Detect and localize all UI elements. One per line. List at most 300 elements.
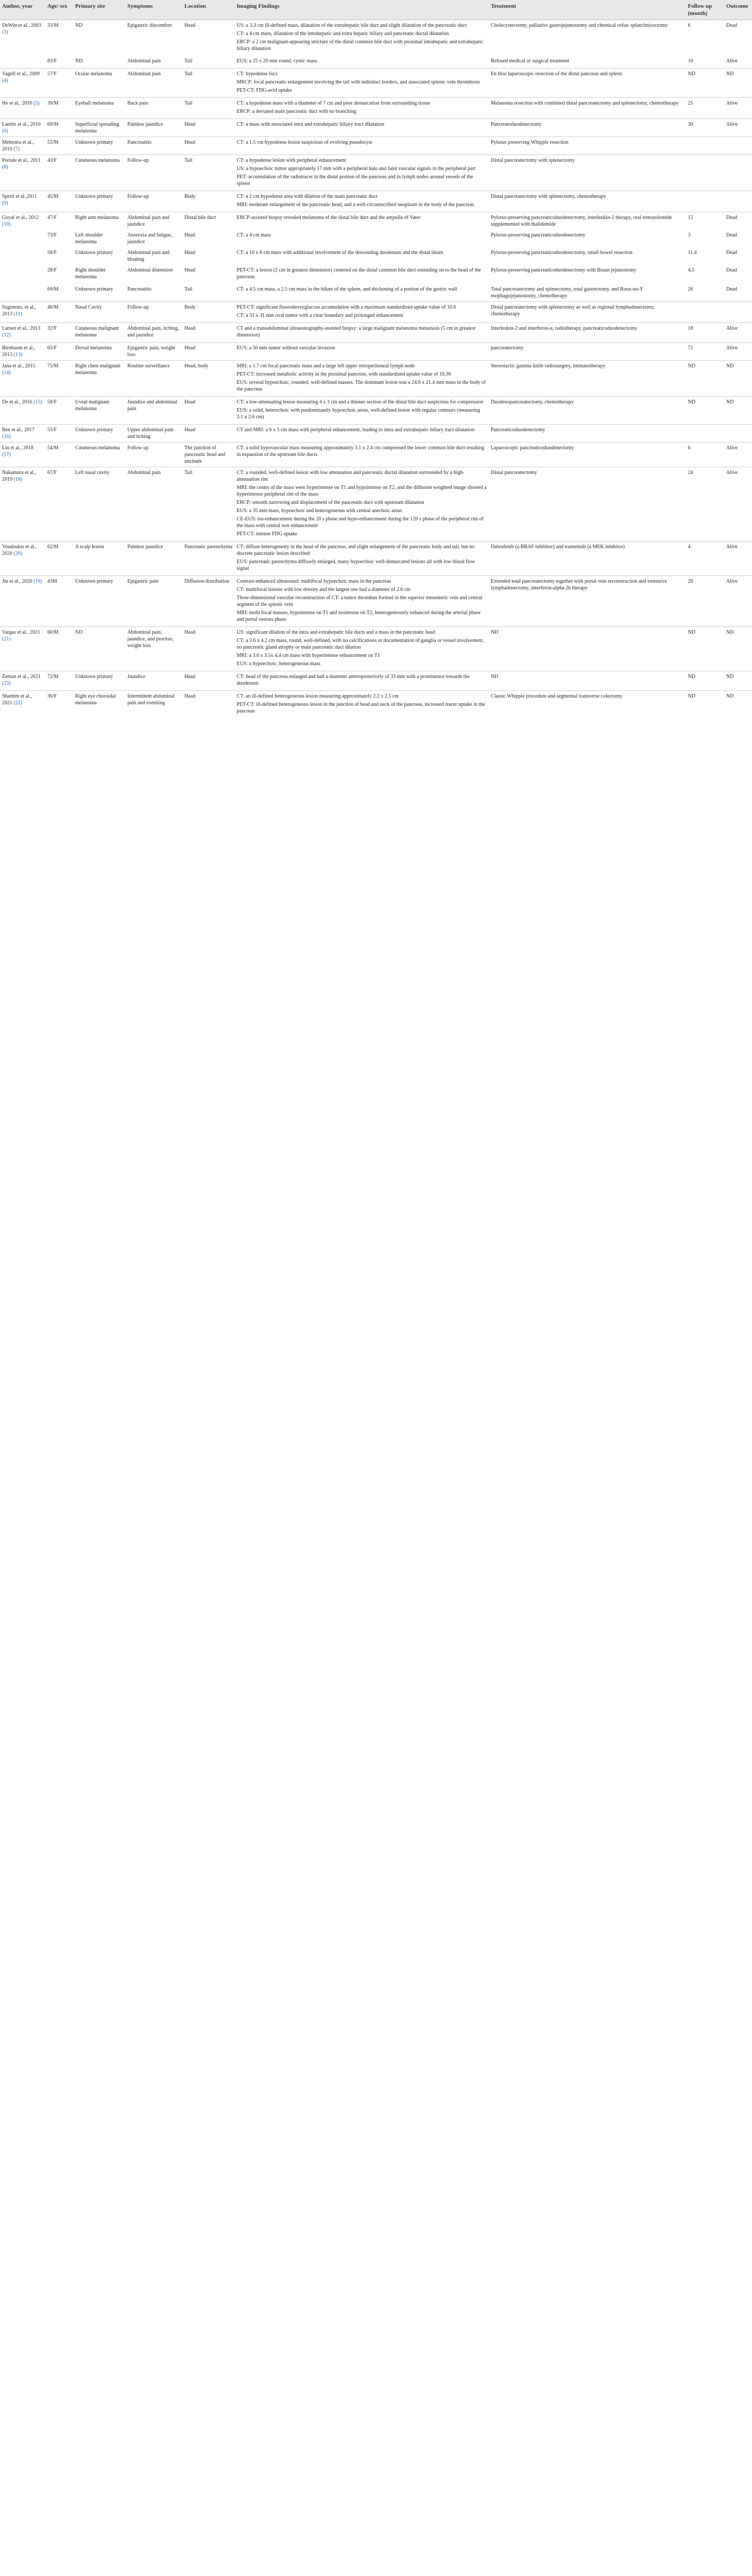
symptoms-cell: Jaundice and abdominal pain xyxy=(125,397,182,425)
age-sex-cell: 69/M xyxy=(47,286,59,292)
imaging-findings-cell xyxy=(235,20,489,56)
imaging-findings-cell xyxy=(235,98,489,119)
follow-up-cell: 10 xyxy=(688,58,693,64)
imaging-finding: CT: a 3.6 x 4.2 cm mass, round, well-defined, with no calcifications or documentation of ganglia or vessel involvement, no pancreatic gland atrophy or main pancreatic duct dilation xyxy=(236,638,484,650)
primary-site-cell: Right arm melanoma xyxy=(73,212,125,230)
primary-site-cell: Unknown primary xyxy=(73,425,125,443)
age-sex-cell: 57/F xyxy=(45,69,73,98)
outcome-cell: ND xyxy=(724,671,752,691)
author-cell xyxy=(0,691,45,719)
imaging-finding: CT: a 33 x 31 mm oval tumor with a clear boundary and prolonged enhancement xyxy=(236,313,403,318)
author-name: Vagefi et al., 2009 xyxy=(2,71,40,77)
primary-site-cell: Cutaneous malignant melanoma xyxy=(73,323,125,343)
primary-site-cell: ND xyxy=(73,20,125,56)
follow-up-cell xyxy=(686,191,724,212)
treatment-cell: Stereotactic gamma knife radiosurgery, immunotherapy xyxy=(489,361,686,397)
symptoms-cell: Intermittent abdominal pain and vomiting xyxy=(125,691,182,719)
imaging-finding: PET-CT: a lesion (2 cm in greatest dimension) centered on the distal common bile duct extending on to the head of the pancreas xyxy=(236,267,481,280)
imaging-finding: CT: head of the pancreas enlarged and had a diameter anteroposteriorly of 33 mm with a prominence towards the duodenum xyxy=(236,674,470,686)
treatment-cell: Refused medical or surgical treatment xyxy=(490,58,569,64)
imaging-finding: CT: a 10 x 8 cm mass with additional involvement of the descending duodenum and the distal ileum xyxy=(236,250,443,256)
outcome-cell: Alive xyxy=(724,467,752,541)
location-cell: The junction of pancreatic head and uncinate xyxy=(182,443,234,467)
table-row xyxy=(0,191,752,212)
author-name: Larsen et al., 2013 xyxy=(2,326,41,331)
imaging-finding: CT: a 2 cm hypodense area with dilation of the main pancreatic duct xyxy=(236,194,378,199)
imaging-finding: PET-CT: increased metabolic activity in the proximal pancreas, with standardized uptake value of 10.36 xyxy=(236,371,451,377)
symptoms-cell: Follow-up xyxy=(125,155,182,191)
imaging-findings-cell xyxy=(235,467,489,541)
follow-up-cell xyxy=(686,137,724,155)
table-row xyxy=(0,56,752,69)
header-cell: Age/ sex xyxy=(45,0,73,20)
imaging-finding: CT: hypodense foci. xyxy=(236,71,279,77)
reference-link[interactable]: (13) xyxy=(13,352,23,358)
imaging-findings-cell xyxy=(235,284,489,302)
symptoms-cell: Follow up xyxy=(125,443,182,467)
primary-site-cell: Cutaneous melanoma xyxy=(73,155,125,191)
symptoms-cell: Routine surveillance xyxy=(125,361,182,397)
reference-link[interactable]: (18) xyxy=(13,477,23,482)
reference-link[interactable]: (12) xyxy=(2,332,11,338)
location-cell: Head xyxy=(182,343,234,361)
outcome-cell: Alive xyxy=(724,343,752,361)
imaging-finding: CT and MRI: a 6 x 5 cm mass with peripheral enhancement, leading to intra and extrahepatic biliary tract dilatation xyxy=(236,427,475,433)
imaging-findings-cell xyxy=(235,397,489,425)
table-row xyxy=(0,284,752,302)
author-name: De et al., 2016 xyxy=(2,399,32,405)
symptoms-cell: Abdominal pain xyxy=(127,58,161,64)
location-cell: Tail xyxy=(182,98,234,119)
primary-site-cell: Nasal Cavity xyxy=(73,302,125,323)
imaging-findings-cell xyxy=(235,361,489,397)
reference-link[interactable]: (14) xyxy=(2,370,11,376)
primary-site-cell: A scalp lesion xyxy=(73,541,125,576)
primary-site-cell: Eyeball melanoma xyxy=(73,98,125,119)
follow-up-cell xyxy=(686,302,724,323)
treatment-cell: Distal pancreatectomy with splenectomy, chemotherapy xyxy=(489,191,686,212)
reference-link[interactable]: (23) xyxy=(2,681,11,686)
location-cell: Head xyxy=(182,425,234,443)
imaging-findings-cell xyxy=(235,119,489,137)
imaging-findings-cell xyxy=(235,56,489,69)
location-cell: Body xyxy=(182,302,234,323)
symptoms-cell: Epigastric pain, weight loss xyxy=(125,343,182,361)
age-sex-cell: 58/F xyxy=(45,397,73,425)
imaging-finding: PET-CT: FDG-avid uptake xyxy=(236,88,292,93)
outcome-cell: ND xyxy=(724,397,752,425)
author-cell xyxy=(0,343,45,361)
primary-site-cell: Unknown primary xyxy=(75,250,113,256)
follow-up-cell: 24 xyxy=(686,467,724,541)
imaging-findings-cell xyxy=(235,425,489,443)
primary-site-cell: ND xyxy=(73,627,125,671)
primary-site-cell: Dorsal melanoma xyxy=(73,343,125,361)
treatment-cell: ND xyxy=(489,627,686,671)
imaging-findings-cell xyxy=(235,155,489,191)
outcome-cell: Alive xyxy=(724,323,752,343)
location-cell: Head xyxy=(182,691,234,719)
age-sex-cell: 43M xyxy=(45,576,73,627)
location-cell: Body xyxy=(182,191,234,212)
symptoms-cell: Abdominal pain and bloating xyxy=(127,250,169,262)
age-sex-cell: 73/F xyxy=(47,232,57,238)
symptoms-cell: Follow-up xyxy=(125,302,182,323)
age-sex-cell: 36/F xyxy=(45,691,73,719)
location-cell: Tail xyxy=(184,286,193,292)
primary-site-cell: Unknown primary xyxy=(75,286,113,292)
imaging-finding: CT: a hypodense mass with a diameter of 7 cm and poor demarcation from surrounding tissue xyxy=(236,100,430,106)
location-cell: Head xyxy=(182,323,234,343)
imaging-finding: CT: a low-attenuating lesion measuring 4 x 3 cm and a thinner section of the distal bile duct suspicious for compression xyxy=(236,399,484,405)
reference-link[interactable]: (7) xyxy=(13,146,20,152)
reference-link[interactable]: (5) xyxy=(33,100,40,106)
treatment-cell: Pylorus-preserving pancreaticoduodenectomy, interleukin-2 therapy, oral temozolomide supplemented with thalidomide xyxy=(489,212,686,230)
imaging-findings-cell xyxy=(235,247,489,265)
follow-up-cell: 6 xyxy=(686,20,724,56)
imaging-finding: US: significant dilation of the intra and extrahepatic bile ducts and a mass in the pancreatic head xyxy=(236,630,435,635)
follow-up-cell: 4 xyxy=(686,541,724,576)
author-cell xyxy=(0,361,45,397)
age-sex-cell: 69/M xyxy=(45,119,73,137)
imaging-findings-cell xyxy=(235,671,489,691)
author-name: Portale et al., 2011 xyxy=(2,158,41,163)
reference-link[interactable]: (4) xyxy=(2,78,8,83)
table-row xyxy=(0,671,752,691)
table-row xyxy=(0,691,752,719)
table-row xyxy=(0,230,752,247)
follow-up-cell: 25 xyxy=(686,98,724,119)
follow-up-cell: 18 xyxy=(686,323,724,343)
symptoms-cell: Abdominal pain xyxy=(125,467,182,541)
table-row xyxy=(0,98,752,119)
author-cell xyxy=(0,443,45,467)
author-cell xyxy=(0,69,45,98)
imaging-finding: CT: a rounded, well-defined lesion with low attenuation and pancreatic ductal dilatation surrounded by a high-attenuation rim xyxy=(236,470,465,482)
header-cell: Treatment xyxy=(489,0,686,20)
age-sex-cell: 45/M xyxy=(45,191,73,212)
primary-site-cell: Right chest malignant melanoma xyxy=(73,361,125,397)
symptoms-cell: Follow-up xyxy=(125,191,182,212)
treatment-cell: Total pancreatectomy and splenectomy, total gastrectomy, and Roux-en-Y esophagojejunostomy, chemotherapy xyxy=(490,286,643,299)
imaging-finding: CT: a 4 cm mass xyxy=(236,232,271,238)
imaging-findings-cell xyxy=(235,323,489,343)
table-row xyxy=(0,69,752,98)
reference-link[interactable]: (8) xyxy=(2,164,8,170)
reference-link[interactable]: (17) xyxy=(2,452,11,457)
location-cell: Distal bile duct xyxy=(182,212,234,230)
treatment-cell: Laparoscopic pancreaticoduodenectomy xyxy=(489,443,686,467)
age-sex-cell: 62/M xyxy=(45,541,73,576)
table-row xyxy=(0,212,752,230)
imaging-findings-cell xyxy=(235,69,489,98)
follow-up-cell xyxy=(686,155,724,191)
table-row xyxy=(0,397,752,425)
reference-link[interactable]: (6) xyxy=(2,128,8,134)
outcome-cell: Dead xyxy=(726,286,737,292)
primary-site-cell: Cutaneous melanoma xyxy=(73,443,125,467)
imaging-finding: ERCP: a deviated main pancreatic duct with no branching xyxy=(236,109,356,114)
location-cell: Head xyxy=(182,397,234,425)
outcome-cell: Alive xyxy=(724,119,752,137)
header-cell: Location xyxy=(182,0,234,20)
age-sex-cell: 72/M xyxy=(45,671,73,691)
symptoms-cell: Jaundice xyxy=(125,671,182,691)
outcome-cell xyxy=(724,302,752,323)
table-row xyxy=(0,323,752,343)
imaging-finding: US: a 3.3 cm ill-defined mass, dilatation of the extrahepatic bile duct and slight dilatation of the pancreatic duct xyxy=(236,23,467,28)
author-name: Jana et al., 2015 xyxy=(2,363,36,369)
reference-link[interactable]: (10) xyxy=(2,222,11,227)
author-name: Goyal et al., 2012 xyxy=(2,215,39,221)
author-cell xyxy=(0,230,45,247)
symptoms-cell: Abdominal distension xyxy=(127,267,173,273)
author-cell xyxy=(0,323,45,343)
outcome-cell xyxy=(724,137,752,155)
follow-up-cell: 72 xyxy=(686,343,724,361)
symptoms-cell: Abdominal pain xyxy=(125,69,182,98)
author-cell xyxy=(0,212,45,230)
follow-up-cell: ND xyxy=(686,671,724,691)
treatment-cell: En bloc laparoscopic resection of the distal pancreas and spleen xyxy=(489,69,686,98)
imaging-finding: CT: multifocal lesions with low density and the largest one had a diameter of 2.6 cm xyxy=(236,587,411,592)
imaging-finding: CT: a solid hypovascular mass measuring approximately 3.1 x 2.4 cm compressed the lower common bile duct resulting in expansion of the upstream bile ducts xyxy=(236,445,485,457)
age-sex-cell: 65/F xyxy=(45,343,73,361)
imaging-finding: CT: a 4 cm mass, dilatation of the intrahepatic and extra hepatic biliary and pancreatic ductal dilatation xyxy=(236,31,449,37)
reference-link[interactable]: (9) xyxy=(2,200,8,206)
case-table xyxy=(0,0,752,718)
symptoms-cell: Abdominal pain, jaundice, and pruritus, weight loss xyxy=(125,627,182,671)
imaging-finding: Contrast-enhanced ultrasound: multifocal hypoechoic mass in the pancreas xyxy=(236,579,391,584)
symptoms-cell: Abdominal pain and jaundice xyxy=(125,212,182,230)
author-name: He et al., 2010 xyxy=(2,100,32,106)
author-cell xyxy=(0,247,45,265)
imaging-finding: EUS: a 25 x 20 mm round, cystic mass xyxy=(236,58,317,64)
follow-up-cell: 4.5 xyxy=(688,267,694,273)
imaging-finding: PET-CT: significant fluorodeoxyglucose accumulation with a maximum standardized uptake value of 10.6 xyxy=(236,304,456,310)
treatment-cell: Distal pancreatectomy with splenectomy as well as regional lymphadenectomy, chemotherapy xyxy=(489,302,686,323)
imaging-findings-cell xyxy=(235,627,489,671)
imaging-finding: EUS: a solid, heterochoic with predominantly hypoechoic areas, well-defined lesion with regular contours (measuring 3.1 x 2.6 cm) xyxy=(236,408,480,420)
imaging-findings-cell xyxy=(235,343,489,361)
follow-up-cell: 6 xyxy=(686,443,724,467)
treatment-cell: ND xyxy=(489,671,686,691)
age-sex-cell: 33/M xyxy=(45,20,73,56)
imaging-finding: CT: a 1.5 cm hypodense lesion suspicious of evolving pseudocyst xyxy=(236,140,372,145)
treatment-cell: pancreatectomy xyxy=(489,343,686,361)
age-sex-cell: 47/F xyxy=(45,212,73,230)
treatment-cell: Pylorus-preserving pancreaticoduodenectomy xyxy=(490,232,586,238)
table-row xyxy=(0,425,752,443)
reference-link[interactable]: (19) xyxy=(33,579,42,584)
outcome-cell: Dead xyxy=(724,20,752,56)
treatment-cell: Pylorus preserving Whipple resection xyxy=(489,137,686,155)
primary-site-cell: Right shoulder melanoma xyxy=(75,267,106,280)
author-name: Sperti et al.,2011 xyxy=(2,194,37,199)
table-row xyxy=(0,343,752,361)
imaging-findings-cell xyxy=(235,230,489,247)
age-sex-cell: 58/F xyxy=(47,250,57,256)
imaging-finding: CT: a mass with associated intra and extrahepatic biliary tract dilatation xyxy=(236,122,385,127)
imaging-findings-cell xyxy=(235,265,489,284)
age-sex-cell: 39/M xyxy=(45,98,73,119)
follow-up-cell: 26 xyxy=(688,286,693,292)
reference-link[interactable]: (11) xyxy=(13,311,22,317)
treatment-cell: Distal pancreatectomy xyxy=(489,467,686,541)
imaging-finding: PET: accumulation of the radiotracer in the distal portion of the pancreas and in lymph nodes around vessels of the spleen xyxy=(236,174,473,187)
follow-up-cell: 11.4 xyxy=(688,250,697,256)
primary-site-cell: Unknown primary xyxy=(73,137,125,155)
imaging-finding: PET-CT: intense FDG uptake xyxy=(236,531,298,537)
symptoms-cell: Anorexia and fatigue, jaundice xyxy=(127,232,173,245)
reference-link[interactable]: (20) xyxy=(13,551,23,556)
imaging-finding: EUS: a 35 mm mass, hypoechoic and heterogeneous with central anechoic areas xyxy=(236,508,402,514)
reference-link[interactable]: (16) xyxy=(2,434,11,439)
author-cell xyxy=(0,155,45,191)
symptoms-cell: Pancreatitis xyxy=(125,137,182,155)
author-cell xyxy=(0,627,45,671)
symptoms-cell: Painless jaundice xyxy=(125,541,182,576)
header-cell: Outcome xyxy=(724,0,752,20)
reference-link[interactable]: (21) xyxy=(2,636,11,642)
age-sex-cell: 83/F xyxy=(47,58,57,64)
symptoms-cell: Abdominal pain, itching, and jaundice xyxy=(125,323,182,343)
primary-site-cell: ND xyxy=(75,58,83,64)
reference-link[interactable]: (3) xyxy=(2,29,8,35)
age-sex-cell: 32/F xyxy=(45,323,73,343)
outcome-cell: Alive xyxy=(724,443,752,467)
location-cell: Tail xyxy=(182,69,234,98)
author-name: DeWitt et al., 2003 xyxy=(2,23,41,28)
author-name: Liu et al., 2018 xyxy=(2,445,33,451)
imaging-finding: EUS: a hypoechoic, heterogeneous mass xyxy=(236,661,320,667)
age-sex-cell: 55/F xyxy=(45,425,73,443)
author-cell xyxy=(0,119,45,137)
imaging-findings-cell xyxy=(235,137,489,155)
symptoms-cell: Upper abdominal pain and itching xyxy=(125,425,182,443)
author-cell xyxy=(0,98,45,119)
author-name: Vargas et al., 2021 xyxy=(2,630,40,635)
symptoms-cell: Epigastric pain xyxy=(125,576,182,627)
imaging-finding: ERCP-assisted biopsy revealed melanoma of the distal bile duct and the ampulla of Vater xyxy=(236,215,421,221)
symptoms-cell: Epigastric discomfort xyxy=(125,20,182,56)
primary-site-cell: Left shoulder melanoma xyxy=(75,232,103,245)
reference-link[interactable]: (22) xyxy=(13,700,23,706)
imaging-finding: CT and a transabdominal ultrasonography-assisted biopsy: a large malignant melanoma metastasis (5 cm in greatest dimension) xyxy=(236,326,475,338)
primary-site-cell: Right eye choroidal melanoma xyxy=(73,691,125,719)
primary-site-cell: Left nasal cavity xyxy=(73,467,125,541)
imaging-finding: CT: an ill-defined heterogeneous lesion measuring approximately 2.2 x 2.5 cm xyxy=(236,693,399,699)
table-row xyxy=(0,247,752,265)
primary-site-cell: Unknown primary xyxy=(73,576,125,627)
author-cell xyxy=(0,265,45,284)
author-cell xyxy=(0,20,45,56)
location-cell: Head, body xyxy=(182,361,234,397)
location-cell: Head xyxy=(182,137,234,155)
treatment-cell: Duodenopancreatectomy, chemotherapy xyxy=(489,397,686,425)
table-row xyxy=(0,467,752,541)
table-body xyxy=(0,20,752,719)
author-cell xyxy=(0,425,45,443)
author-name: Voudoukis et al., 2020 xyxy=(2,544,37,556)
author-name: Zeman et al., 2021 xyxy=(2,674,41,680)
follow-up-cell: ND xyxy=(686,691,724,719)
table-row xyxy=(0,265,752,284)
imaging-finding: MRI: moderate enlargement of the pancreatic head, and a well-circumscribed neoplasm in the body of the pancreas xyxy=(236,202,474,208)
primary-site-cell: Unknown primary xyxy=(73,671,125,691)
follow-up-cell: 20 xyxy=(686,576,724,627)
table-header-row xyxy=(0,0,752,20)
location-cell: Tail xyxy=(182,155,234,191)
table-row xyxy=(0,20,752,56)
author-name: Shamim et al., 2021 xyxy=(2,693,32,706)
author-cell xyxy=(0,56,45,69)
treatment-cell: Cholecystectomy, palliative gastrojejunostomy and chemical celiac splanchnicectomy xyxy=(489,20,686,56)
author-cell xyxy=(0,137,45,155)
outcome-cell: Alive xyxy=(724,576,752,627)
age-sex-cell: 28/F xyxy=(47,267,57,273)
treatment-cell: Interleukin-2 and interferon-α, radiotherapy, pancreaticoduodenectomy xyxy=(489,323,686,343)
outcome-cell xyxy=(724,425,752,443)
follow-up-cell: 15 xyxy=(686,212,724,230)
treatment-cell: Pancreaticoduodenectomy xyxy=(489,425,686,443)
table-row xyxy=(0,576,752,627)
treatment-cell: Pancreatoduodenectomy xyxy=(489,119,686,137)
author-cell xyxy=(0,397,45,425)
header-cell: Imaging Findings xyxy=(235,0,489,20)
header-cell: Follow up (month) xyxy=(686,0,724,20)
author-name: Sugimoto, et al., 2013 xyxy=(2,304,36,317)
imaging-finding: US: a hypoechoic tumor appropriately 17 mm with a peripheral halo and faint vascular signals in the peripheral part xyxy=(236,166,476,172)
treatment-cell: Pylorus-preserving pancreaticoduodenectomy with Braun jejunostomy xyxy=(490,267,637,273)
imaging-finding: CE-EUS: iso-enhancement during the 20 s phase and hypo-enhancement during the 120 s phase of the peripheral rim of the mass with central non enhancement xyxy=(236,516,484,529)
outcome-cell: Dead xyxy=(726,250,737,256)
imaging-finding: PET-CT: ill-defined heterogeneous lesion in the junction of head and neck of the pancreas, increased tracer uptake in the pancreas xyxy=(236,702,485,714)
author-cell xyxy=(0,541,45,576)
location-cell: Pancreatic parenchyma xyxy=(182,541,234,576)
outcome-cell: Dead xyxy=(726,232,737,238)
imaging-finding: MRCP: focal pancreatic enlargement involving the tail with indistinct borders, and associated splenic vein thrombosis xyxy=(236,79,480,85)
author-name: Lanitis et al., 2010 xyxy=(2,122,41,127)
age-sex-cell: 75/M xyxy=(45,361,73,397)
table-row xyxy=(0,155,752,191)
reference-link[interactable]: (15) xyxy=(33,399,42,405)
outcome-cell: ND xyxy=(724,361,752,397)
treatment-cell: Distal pancreatectomy with splenectomy xyxy=(489,155,686,191)
treatment-cell: Classic Whipple procedure and segmental transverse colectomy xyxy=(489,691,686,719)
age-sex-cell: 54/M xyxy=(45,443,73,467)
age-sex-cell: 67/F xyxy=(45,467,73,541)
imaging-finding: CT: a hypodense lesion with peripheral enhancement xyxy=(236,158,346,163)
author-cell xyxy=(0,284,45,302)
author-cell xyxy=(0,467,45,541)
author-name: Birnbaum et al., 2013 xyxy=(2,345,36,358)
imaging-finding: CT: diffuse heterogeneity in the head of the pancreas, and slight enlargement of the pancreatic body and tail, but no discrete pancreatic lesion described xyxy=(236,544,474,556)
author-cell xyxy=(0,671,45,691)
imaging-findings-cell xyxy=(235,541,489,576)
follow-up-cell: 3 xyxy=(688,232,691,238)
imaging-finding: EUS: a 50 mm tumor without vascular invasion xyxy=(236,345,335,351)
primary-site-cell: Superficial spreading melanoma xyxy=(73,119,125,137)
imaging-finding: EUS: pancreatic parenchyma diffusely enlarged, many hypoechoic well-demarcated lesions all with low blood flow signal xyxy=(236,559,475,571)
location-cell: Tail xyxy=(184,58,193,64)
follow-up-cell xyxy=(686,425,724,443)
follow-up-cell: 30 xyxy=(686,119,724,137)
treatment-cell: Dabrafenib (a BRAF inhibitor) and trametinib (a MEK inhibitor) xyxy=(489,541,686,576)
follow-up-cell: ND xyxy=(686,361,724,397)
outcome-cell xyxy=(724,191,752,212)
imaging-finding: MRI: a 3.6 x 3.5x 4.4 cm mass with hyperintense enhancement on T1 xyxy=(236,653,380,658)
